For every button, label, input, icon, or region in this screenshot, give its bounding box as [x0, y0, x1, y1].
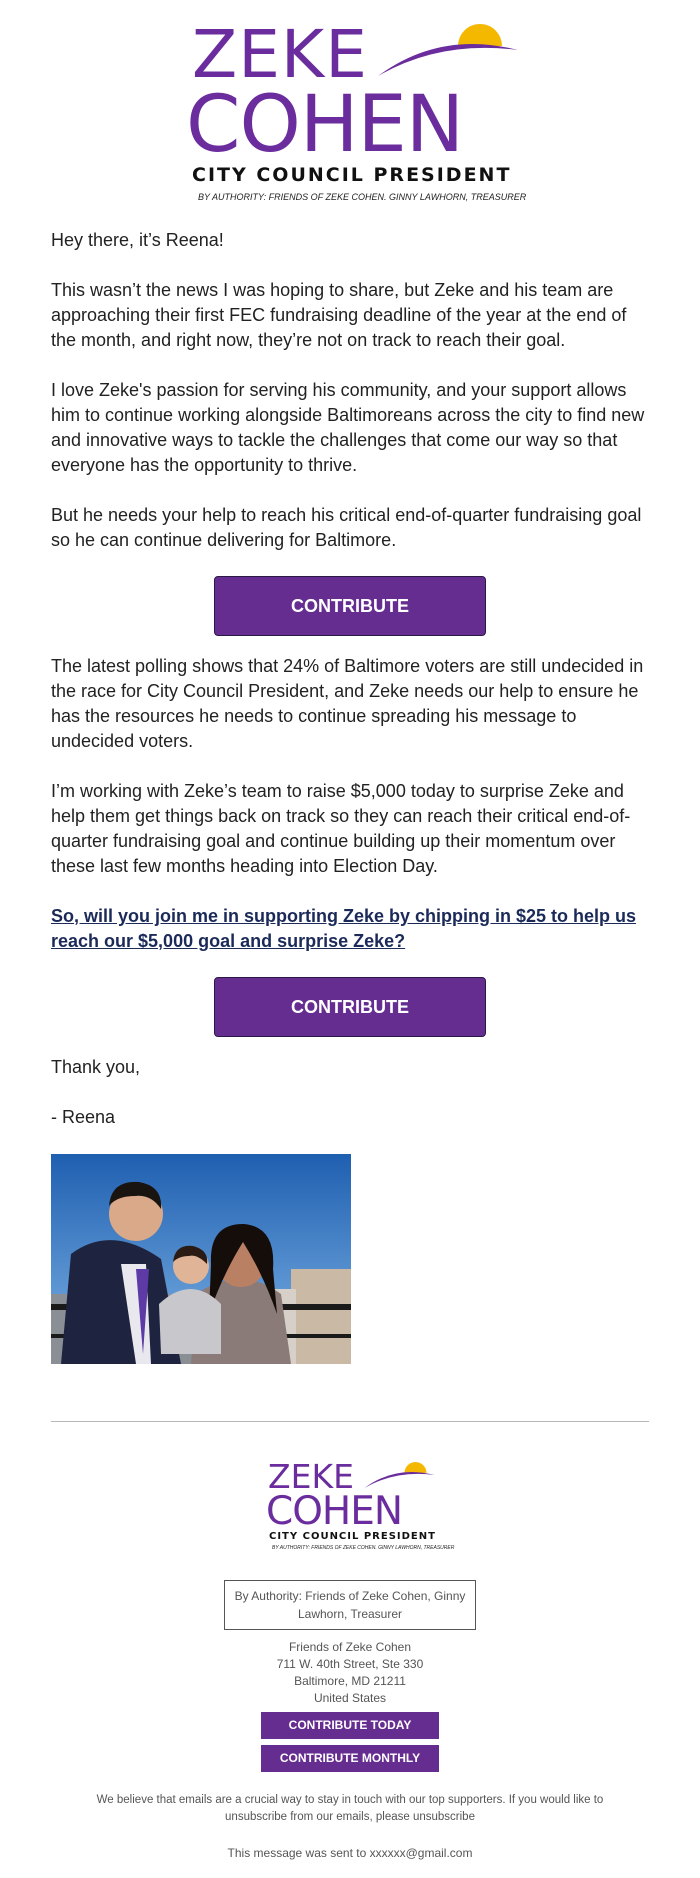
address-org: Friends of Zeke Cohen: [288, 1640, 412, 1654]
contribute-button[interactable]: CONTRIBUTE: [214, 576, 486, 636]
footer-divider: [51, 1421, 649, 1422]
address-street: 711 W. 40th Street, Ste 330: [276, 1657, 424, 1671]
signature: - Reena: [51, 1107, 116, 1127]
mailing-address: [0, 1639, 700, 1707]
footer-logo-office: CITY COUNCIL PRESIDENT: [269, 1531, 436, 1542]
ask-link[interactable]: So, will you join me in supporting Zeke by chipping in $25 to help us reach our $5,000 goal and surprise Zeke?: [51, 906, 637, 951]
sunrise-arc-icon: [360, 1459, 436, 1489]
footer-logo-first-name: ZEKE: [268, 1457, 354, 1496]
sunrise-arc-icon: [370, 18, 520, 78]
unsubscribe-notice: We believe that emails are a crucial way to stay in touch with our top supporters. If you would like to unsubscribe from our emails, please unsubscribe: [96, 1794, 604, 1823]
email-body: [0, 228, 700, 1364]
header-logo: [170, 14, 530, 204]
paragraph-5: I’m working with Zeke’s team to raise $5,000 today to surprise Zeke and help them get things back on track so they can reach their critical end-of-quarter fundraising goal and continue building up their momentum over these last few months heading into Election Day.: [51, 781, 631, 876]
contribute-button-2[interactable]: CONTRIBUTE: [214, 977, 486, 1037]
contribute-today-button[interactable]: CONTRIBUTE TODAY: [261, 1712, 439, 1739]
greeting: Hey there, it’s Reena!: [51, 230, 224, 250]
authority-box: By Authority: Friends of Zeke Cohen, Ginny Lawhorn, Treasurer: [224, 1580, 476, 1630]
logo-office: CITY COUNCIL PRESIDENT: [192, 164, 512, 186]
paragraph-4: The latest polling shows that 24% of Baltimore voters are still undecided in the race for City Council President, and Zeke needs our help to ensure he has the resources he needs to continue spreading his message to undecided voters.: [51, 656, 644, 751]
logo-first-name: ZEKE: [192, 16, 368, 93]
paragraph-1: This wasn’t the news I was hoping to share, but Zeke and his team are approaching their first FEC fundraising deadline of the year at the end of the month, and right now, they’re not on track to reach their goal.: [51, 280, 627, 350]
sent-to-notice: This message was sent to xxxxxx@gmail.com: [227, 1846, 473, 1860]
paragraph-3: But he needs your help to reach his critical end-of-quarter fundraising goal so he can continue delivering for Baltimore.: [51, 505, 642, 550]
address-country: United States: [313, 1691, 387, 1705]
contribute-monthly-button[interactable]: CONTRIBUTE MONTHLY: [261, 1745, 439, 1772]
footer-logo-last-name: COHEN: [266, 1489, 403, 1534]
footer-logo-authority: BY AUTHORITY: FRIENDS OF ZEKE COHEN. GINNY LAWHORN, TREASURER: [272, 1545, 455, 1551]
family-photo: [51, 1154, 351, 1364]
footer-logo: [260, 1457, 455, 1554]
address-city: Baltimore, MD 21211: [294, 1674, 406, 1688]
sign-off: Thank you,: [51, 1057, 141, 1077]
logo-last-name: COHEN: [186, 80, 464, 170]
paragraph-2: I love Zeke's passion for serving his community, and your support allows him to continue working alongside Baltimoreans across the city to find new and innovative ways to tackle the challenges that come our way so that everyone has the opportunity to thrive.: [51, 380, 645, 475]
logo-authority: BY AUTHORITY: FRIENDS OF ZEKE COHEN. GINNY LAWHORN, TREASURER: [198, 192, 527, 202]
